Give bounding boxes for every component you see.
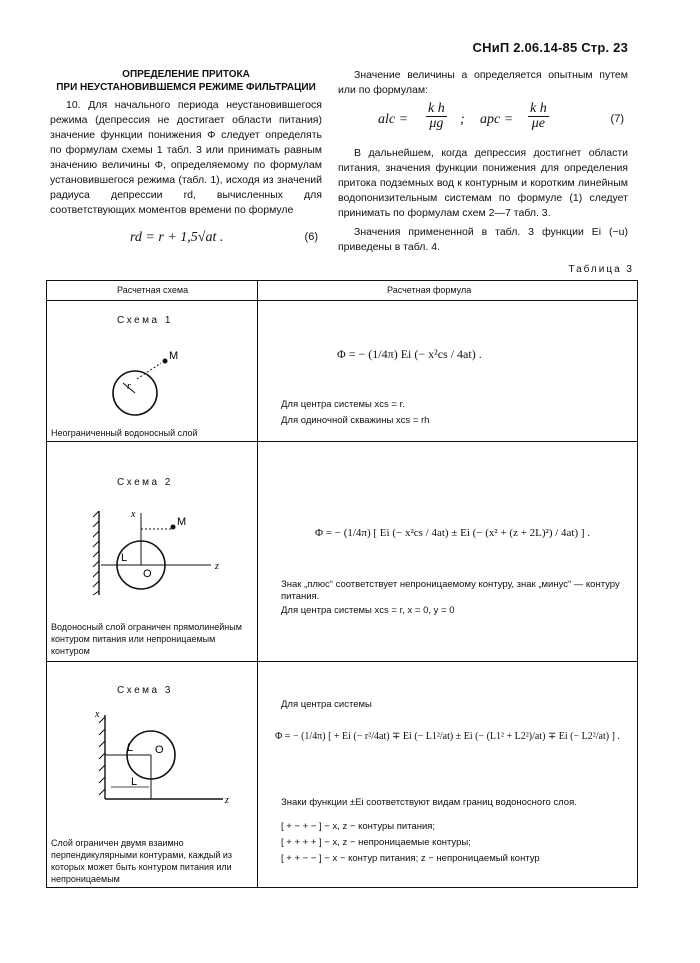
formula-7-a1-frac: [426, 102, 447, 131]
schema-3-l2-label: L: [131, 776, 138, 788]
eq-number-7: (7): [610, 113, 624, 125]
schema-3-title: Схема 3: [117, 685, 173, 696]
formula-7-a2-lhs: apc =: [480, 112, 514, 127]
schema-1-title: Схема 1: [117, 315, 173, 326]
row-divider-2: [47, 661, 637, 662]
left-column: [50, 68, 322, 254]
schema-3-diagram: [91, 709, 231, 809]
formula-7-a1-num: k h: [428, 101, 445, 116]
paragraph-a: Значение величины a определяется опытным путем или по формулам:: [338, 69, 628, 96]
schema-2-title: Схема 2: [117, 477, 173, 488]
schema-3-list-1: [ + − + − ] − x, z − контуры питания;: [281, 821, 436, 832]
schema-1-caption: Неограниченный водоносный слой: [51, 428, 198, 438]
schema-3-caption: Слой ограничен двумя взаимно перпендикулярными контурами, каждый из которых может быть контуром питания или непроницаемым: [51, 838, 233, 884]
formula-7-a2-frac: [528, 102, 549, 131]
formula-7-a1-lhs: alc =: [378, 112, 409, 127]
row-divider-1: [47, 441, 637, 442]
schema-1-note-2: Для одиночной скважины xcs = rh: [281, 415, 430, 426]
schema-2-caption: Водоносный слой ограничен прямолинейным контуром питания или непроницаемым контуром: [51, 622, 242, 656]
schema-1-diagram: [107, 343, 207, 423]
table-3: [46, 280, 638, 888]
column-header-schema: Расчетная схема: [117, 285, 189, 295]
formula-6: [50, 224, 322, 254]
eq-number-6: (6): [304, 231, 318, 243]
formula-7-a2-den: μe: [531, 116, 545, 131]
schema-2-formula: Φ = − (1/4π) [ Ei (− x²cs / 4at) ± Ei (− (x² + (z + 2L)²) / 4at) ] .: [315, 527, 591, 539]
schema-3-pre: Для центра системы: [281, 699, 372, 710]
schema-2-z-label: z: [215, 561, 219, 572]
schema-1-note-1: Для центра системы xcs = r.: [281, 399, 405, 410]
formula-6-text: rd = r + 1,5√at .: [130, 230, 224, 245]
schema-2-diagram: [91, 507, 231, 597]
schema-2-l-label: L: [121, 552, 128, 564]
schema-3-o-label: O: [155, 744, 164, 756]
table-label: Таблица 3: [568, 264, 634, 275]
header-divider: [47, 300, 637, 301]
schema-1-r-label: r: [127, 381, 131, 392]
paragraph-ei: Значения примененной в табл. 3 функции Ei (−u) приведены в табл. 4.: [338, 226, 628, 253]
schema-3-z-label: z: [225, 795, 229, 806]
schema-3-list-3: [ + + − − ] − x − контур питания; z − непроницаемый контур: [281, 853, 540, 864]
column-divider: [257, 281, 258, 887]
schema-3-l1-label: L: [127, 742, 134, 754]
schema-2-x-label: x: [131, 509, 136, 520]
schema-3-x-label: x: [95, 709, 100, 720]
paragraph-10: 10. Для начального периода неустановившегося режима (депрессия не достигает области питания) значение функции понижения Φ следует определять по формулам схемы 1 табл. 3 или принимать равным значению величины Φ, определяемому по формулам установившегося режима (табл. 1), исходя из значений радиуса депрессии rd, вычисленных для соответствующих моментов времени по формуле: [50, 99, 322, 216]
paragraph-later: В дальнейшем, когда депрессия достигнет области питания, значения функции понижения для определения притока подземных вод к контурным и коротким линейным водопонизительным системам по формуле (1) следует принимать по формулам схем 2—7 табл. 3.: [338, 147, 628, 219]
formula-7-a1-den: μg: [429, 116, 444, 131]
schema-1-m-label: M: [169, 350, 179, 362]
schema-2-note-2: Для центра системы xcs = r, x = 0, y = 0: [281, 605, 455, 616]
right-column: [338, 68, 628, 255]
schema-2-note-1: Знак „плюс“ соответствует непроницаемому контуру, знак „минус“ — контуру питания.: [281, 579, 620, 602]
formula-7-a2-num: k h: [530, 101, 547, 116]
section-title-1: ОПРЕДЕЛЕНИЕ ПРИТОКА: [122, 69, 250, 80]
schema-3-formula: Φ = − (1/4π) [ + Ei (− r²/4at) ∓ Ei (− L1²/at) ± Ei (− (L1² + L2²)/at) ∓ Ei (− L2²/at) ] .: [275, 731, 620, 742]
schema-3-note-1: Знаки функции ±Ei соответствуют видам границ водоносного слоя.: [281, 797, 577, 808]
page-header: СНиП 2.06.14-85 Стр. 23: [472, 40, 628, 55]
formula-7: [338, 102, 628, 142]
column-header-formula: Расчетная формула: [387, 285, 472, 295]
schema-1-formula: Φ = − (1/4π) Ei (− x²cs / 4at) .: [337, 347, 482, 361]
schema-3-list-2: [ + + + + ] − x, z − непроницаемые контуры;: [281, 837, 471, 848]
formula-7-sep: ;: [460, 112, 465, 127]
section-title-2: ПРИ НЕУСТАНОВИВШЕМСЯ РЕЖИМЕ ФИЛЬТРАЦИИ: [56, 82, 316, 93]
schema-2-m-label: M: [177, 516, 187, 528]
schema-2-o-label: O: [143, 568, 152, 580]
